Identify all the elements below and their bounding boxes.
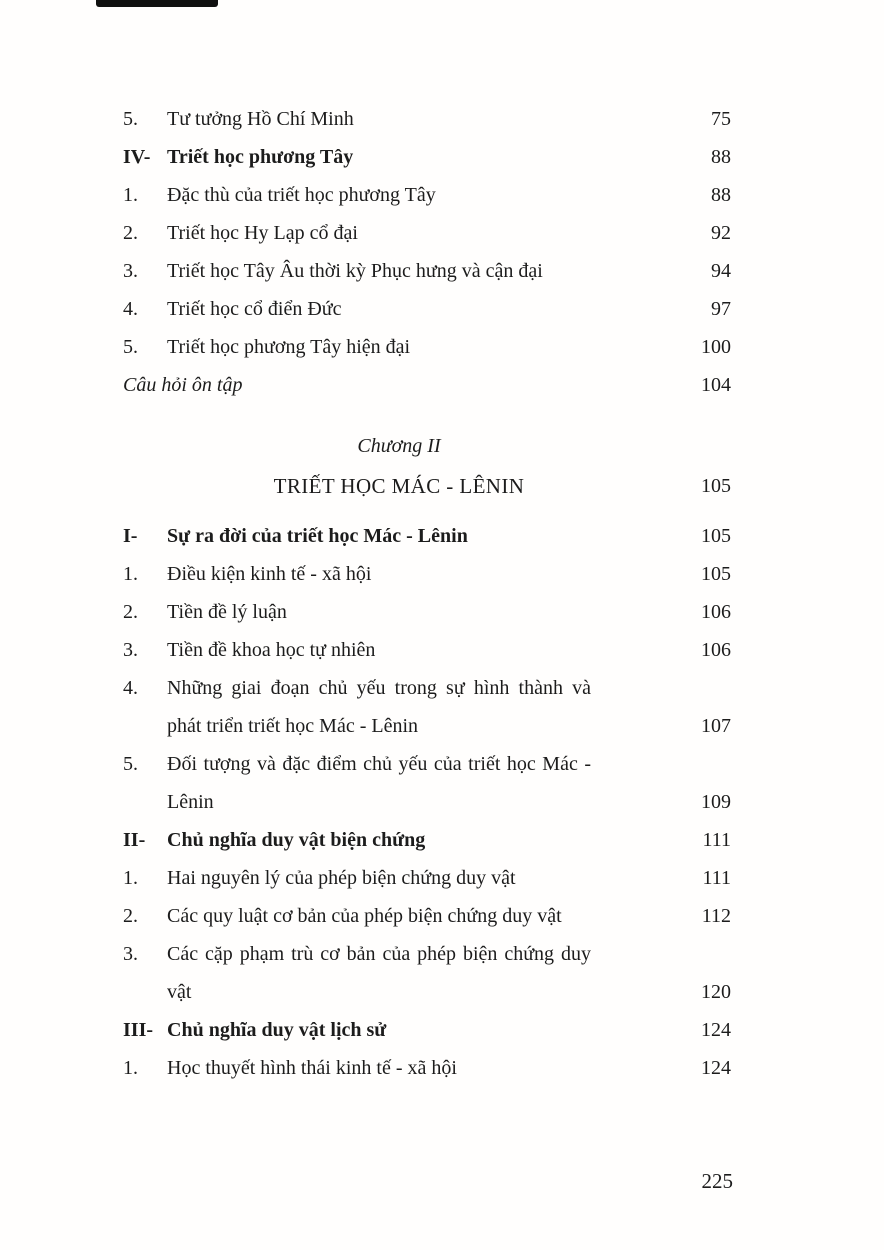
toc-entry-title: Triết học phương Tây — [167, 146, 354, 168]
toc-entry-number: 1. — [123, 867, 138, 889]
toc-entry-page: 88 — [711, 146, 731, 168]
toc-entry-page: 92 — [711, 222, 731, 244]
toc-entry — [123, 859, 731, 897]
toc-entry-title: Sự ra đời của triết học Mác - Lênin — [167, 525, 468, 547]
toc-entry-page: 107 — [701, 715, 731, 737]
toc-entry-page: 105 — [701, 525, 731, 547]
toc-entry-page: 120 — [701, 981, 731, 1003]
toc-entry — [123, 214, 731, 252]
toc-entry-number: 3. — [123, 943, 138, 965]
toc-entry-number: 4. — [123, 677, 138, 699]
toc-entry-number: 5. — [123, 108, 138, 130]
toc-entry-title: Các cặp phạm trù cơ bản của phép biện chứng duy vật — [167, 943, 591, 1003]
chapter-title — [123, 467, 731, 505]
toc-entry-title: Tiền đề lý luận — [167, 601, 287, 623]
toc-entry-number: 2. — [123, 601, 138, 623]
toc-entry-title: Triết học phương Tây hiện đại — [167, 336, 411, 358]
toc-entry-number: 4. — [123, 298, 138, 320]
toc-entry-number: 3. — [123, 260, 138, 282]
toc-entry-page: 105 — [701, 563, 731, 585]
chapter-label-text: Chương II — [357, 435, 441, 457]
toc-entry-page: 112 — [701, 905, 731, 927]
toc-entry-number: 3. — [123, 639, 138, 661]
toc-entry-page: 75 — [711, 108, 731, 130]
toc-entry — [123, 821, 731, 859]
toc-entry-page: 106 — [701, 639, 731, 661]
toc-entry-title: Câu hỏi ôn tập — [123, 374, 243, 396]
toc-entry-title: Chủ nghĩa duy vật lịch sử — [167, 1019, 387, 1041]
toc-entry — [123, 1049, 731, 1087]
toc-entry-number: 5. — [123, 336, 138, 358]
toc-entry-title: Học thuyết hình thái kinh tế - xã hội — [167, 1057, 457, 1079]
toc-entry-number: 1. — [123, 563, 138, 585]
toc-entry — [123, 252, 731, 290]
toc-entry-page: 109 — [701, 791, 731, 813]
toc-entry-page: 94 — [711, 260, 731, 282]
toc-entry — [123, 1011, 731, 1049]
toc-entry — [123, 517, 731, 555]
toc-entry — [123, 897, 731, 935]
toc-entry-page: 104 — [701, 374, 731, 396]
toc-entry-title: Triết học cổ điển Đức — [167, 298, 342, 320]
toc-entry-title: Đối tượng và đặc điểm chủ yếu của triết học Mác - Lênin — [167, 753, 591, 813]
toc-entry-page: 124 — [701, 1057, 731, 1079]
toc-entry-title: Hai nguyên lý của phép biện chứng duy vật — [167, 867, 516, 889]
toc-entry-title: Các quy luật cơ bản của phép biện chứng duy vật — [167, 905, 562, 927]
toc-entry — [123, 631, 731, 669]
chapter-label — [123, 427, 731, 465]
toc-entry-page: 97 — [711, 298, 731, 320]
toc-entry-title: Chủ nghĩa duy vật biện chứng — [167, 829, 426, 851]
toc-entry-number: II- — [123, 829, 146, 851]
toc-entry — [123, 328, 731, 366]
toc-entry — [123, 176, 731, 214]
toc-entry-page: 105 — [701, 475, 731, 497]
toc-entry-number: 1. — [123, 1057, 138, 1079]
toc-entry — [123, 593, 731, 631]
toc-entry — [123, 366, 731, 404]
toc-entry-number: III- — [123, 1019, 154, 1041]
toc-entry — [123, 555, 731, 593]
toc-entry-page: 111 — [702, 829, 731, 851]
toc-entry-title: Tiền đề khoa học tự nhiên — [167, 639, 376, 661]
toc-entry-page: 106 — [701, 601, 731, 623]
toc-entry-title: Tư tưởng Hồ Chí Minh — [167, 108, 354, 130]
toc-entry — [123, 935, 731, 1011]
toc-entry-title: Triết học Tây Âu thời kỳ Phục hưng và cận đại — [167, 260, 543, 282]
footer-page-number: 225 — [701, 1169, 733, 1193]
toc-entry-title: Những giai đoạn chủ yếu trong sự hình thành và phát triển triết học Mác - Lênin — [167, 677, 591, 737]
toc-entry-page: 111 — [702, 867, 731, 889]
toc-entry-title: Triết học Hy Lạp cổ đại — [167, 222, 358, 244]
toc-entry-number: 5. — [123, 753, 138, 775]
toc-entry-title: Điều kiện kinh tế - xã hội — [167, 563, 372, 585]
toc-list — [123, 0, 731, 1087]
toc-entry-title: Đặc thù của triết học phương Tây — [167, 184, 436, 206]
chapter-title-text: TRIẾT HỌC MÁC - LÊNIN — [273, 474, 525, 498]
toc-entry-number: 1. — [123, 184, 138, 206]
toc-entry-page: 124 — [701, 1019, 731, 1041]
toc-entry — [123, 138, 731, 176]
toc-entry — [123, 100, 731, 138]
toc-entry-number: IV- — [123, 146, 151, 168]
toc-entry-page: 100 — [701, 336, 731, 358]
toc-entry-number: I- — [123, 525, 138, 547]
toc-entry-page: 88 — [711, 184, 731, 206]
toc-entry — [123, 669, 731, 745]
toc-entry — [123, 290, 731, 328]
toc-entry-number: 2. — [123, 222, 138, 244]
toc-entry-number: 2. — [123, 905, 138, 927]
toc-entry — [123, 745, 731, 821]
